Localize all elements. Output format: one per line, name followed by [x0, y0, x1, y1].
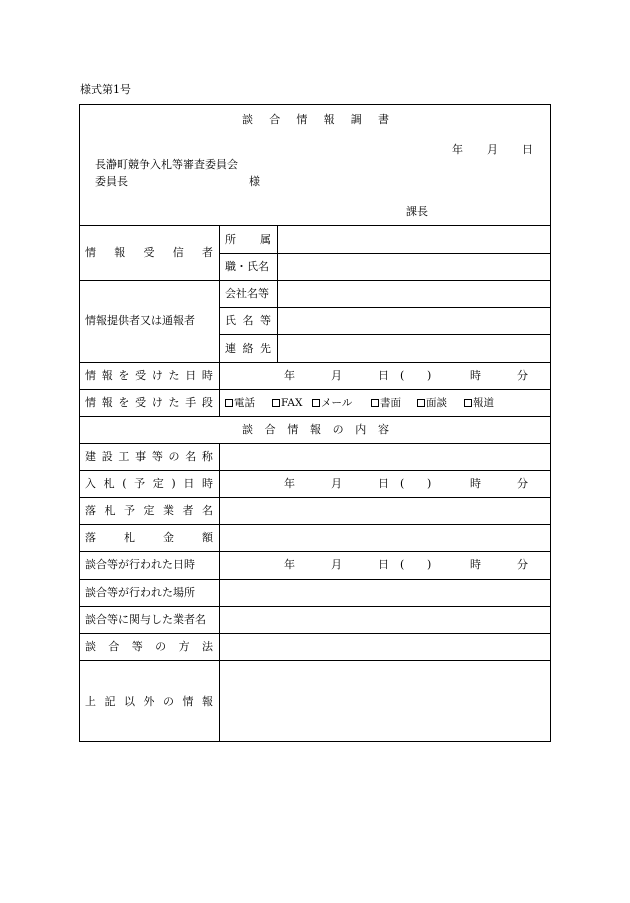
checkbox-icon[interactable]	[464, 399, 472, 407]
rule	[219, 225, 220, 416]
winning-amount-label: 落 札 金 額	[85, 531, 213, 544]
checkbox-icon[interactable]	[312, 399, 320, 407]
rule	[79, 660, 551, 661]
rule	[79, 416, 551, 417]
collusion-weekday-close: )	[427, 558, 432, 571]
received-day-unit: 日	[378, 369, 389, 382]
other-info-label: 上 記 以 外 の 情 報	[85, 695, 213, 708]
collusion-place-field[interactable]	[221, 581, 549, 604]
rule	[79, 470, 551, 471]
date-month-unit: 月	[487, 143, 498, 156]
method-field[interactable]	[221, 635, 549, 658]
form-number: 様式第1号	[80, 83, 131, 96]
expected-winner-label: 落 札 予 定 業 者 名	[85, 504, 213, 517]
means-option-media[interactable]: 報道	[464, 398, 494, 409]
rule	[79, 389, 551, 390]
rule	[79, 579, 551, 580]
checkbox-icon[interactable]	[371, 399, 379, 407]
collusion-datetime-label: 談合等が行われた日時	[85, 558, 195, 571]
affiliation-field[interactable]	[279, 227, 549, 251]
checkbox-icon[interactable]	[417, 399, 425, 407]
received-weekday-close: )	[427, 369, 432, 382]
means-option-fax[interactable]: FAX	[272, 398, 302, 409]
company-name-field[interactable]	[279, 282, 549, 305]
means-option-phone[interactable]: 電話	[225, 398, 255, 409]
means-label: 情 報 を 受 け た 手 段	[85, 396, 213, 409]
rule	[219, 307, 551, 308]
rule	[219, 443, 220, 742]
informant-name-field[interactable]	[279, 309, 549, 332]
position-name-label: 職・氏名	[225, 260, 269, 273]
contact-field[interactable]	[279, 336, 549, 360]
contents-heading: 談 合 情 報 の 内 容	[242, 423, 389, 436]
rule	[79, 551, 551, 552]
addressee-role: 委員長	[95, 175, 128, 188]
collusion-minute-unit: 分	[517, 558, 528, 571]
document-title: 談 合 情 報 調 書	[242, 113, 389, 126]
rule	[79, 606, 551, 607]
rule	[79, 362, 551, 363]
collusion-weekday-open: (	[400, 558, 405, 571]
bid-month-unit: 月	[331, 477, 342, 490]
received-hour-unit: 時	[470, 369, 481, 382]
received-month-unit: 月	[331, 369, 342, 382]
collusion-place-label: 談合等が行われた場所	[85, 586, 195, 599]
bid-datetime-label: 入 札 ( 予 定 ) 日 時	[85, 477, 213, 490]
checkbox-icon[interactable]	[272, 399, 280, 407]
involved-companies-field[interactable]	[221, 608, 549, 631]
addressee-org: 長瀞町競争入札等審査委員会	[95, 158, 238, 171]
means-option-email[interactable]: メール	[312, 398, 352, 409]
collusion-hour-unit: 時	[470, 558, 481, 571]
contact-label: 連 絡 先	[225, 342, 271, 355]
sender-title: 課長	[406, 205, 428, 218]
rule	[79, 225, 551, 226]
rule	[79, 633, 551, 634]
affiliation-label: 所 属	[225, 233, 271, 246]
other-info-field[interactable]	[221, 662, 549, 740]
bid-hour-unit: 時	[470, 477, 481, 490]
receiver-label: 情 報 受 信 者	[85, 246, 213, 259]
bid-year-unit: 年	[284, 477, 295, 490]
collusion-month-unit: 月	[331, 558, 342, 571]
informant-label: 情報提供者又は通報者	[85, 314, 195, 327]
method-label: 談 合 等 の 方 法	[85, 640, 213, 653]
bid-day-unit: 日	[378, 477, 389, 490]
received-datetime-label: 情 報 を 受 け た 日 時	[85, 369, 213, 382]
collusion-day-unit: 日	[378, 558, 389, 571]
company-name-label: 会社名等	[225, 287, 269, 300]
rule	[79, 443, 551, 444]
expected-winner-field[interactable]	[221, 499, 549, 522]
project-name-label: 建 設 工 事 等 の 名 称	[85, 450, 213, 463]
project-name-field[interactable]	[221, 445, 549, 468]
involved-companies-label: 談合等に関与した業者名	[85, 613, 206, 626]
winning-amount-field[interactable]	[221, 526, 549, 549]
date-day-unit: 日	[522, 143, 533, 156]
rule	[79, 524, 551, 525]
position-name-field[interactable]	[279, 255, 549, 278]
date-year-unit: 年	[452, 143, 463, 156]
rule	[277, 225, 278, 362]
honorific: 様	[249, 175, 260, 188]
bid-weekday-open: (	[400, 477, 405, 490]
received-year-unit: 年	[284, 369, 295, 382]
received-weekday-open: (	[400, 369, 405, 382]
means-option-document[interactable]: 書面	[371, 398, 401, 409]
bid-weekday-close: )	[427, 477, 432, 490]
rule	[219, 253, 551, 254]
collusion-year-unit: 年	[284, 558, 295, 571]
checkbox-icon[interactable]	[225, 399, 233, 407]
rule	[219, 334, 551, 335]
means-option-interview[interactable]: 面談	[417, 398, 447, 409]
informant-name-label: 氏 名 等	[225, 314, 271, 327]
rule	[79, 497, 551, 498]
rule	[79, 280, 551, 281]
received-minute-unit: 分	[517, 369, 528, 382]
bid-minute-unit: 分	[517, 477, 528, 490]
